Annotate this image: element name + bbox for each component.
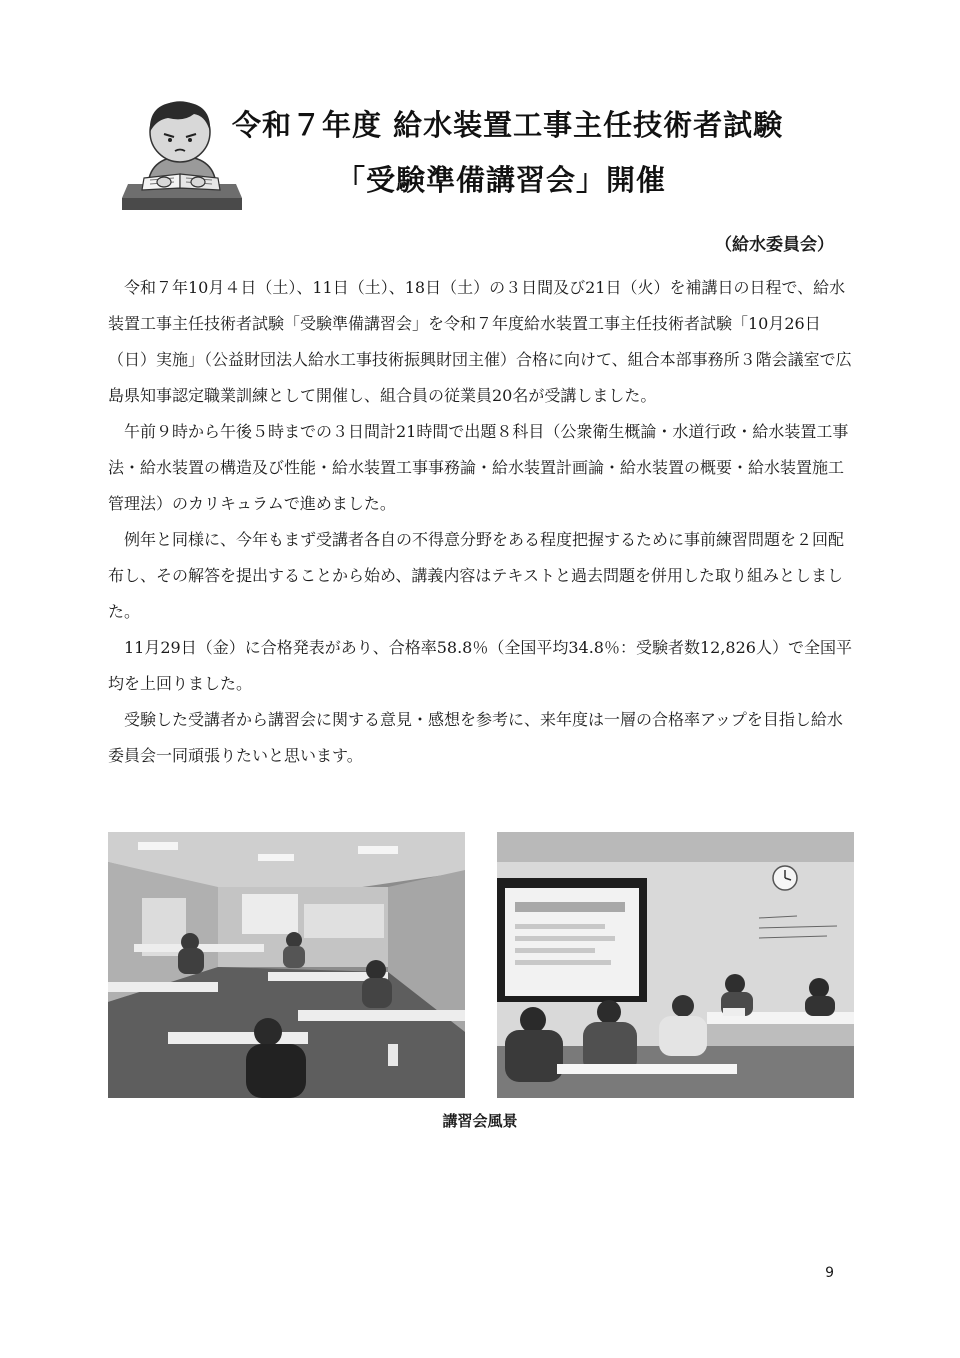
body-paragraph: 受験した受講者から講習会に関する意見・感想を参考に、来年度は一層の合格率アップを目指し給水委員会一同頑張りたいと思います。 xyxy=(108,710,843,765)
photo-caption: 講習会風景 xyxy=(442,1112,518,1130)
article-body xyxy=(108,270,856,774)
article-author: （給水委員会） xyxy=(715,235,834,255)
lecture-photo-icon xyxy=(497,832,854,1098)
body-paragraph: 午前９時から午後５時までの３日間計21時間で出題８科目（公衆衛生概論・水道行政・給水装置工事法・給水装置の構造及び性能・給水装置工事事務論・給水装置計画論・給水装置の概要・給水装置施工管理法）のカリキュラムで進めました。 xyxy=(108,422,849,513)
article-title-line1: 令和７年度 給水装置工事主任技術者試験 xyxy=(232,108,784,142)
classroom-photo-icon xyxy=(108,832,465,1098)
article-header xyxy=(0,0,960,255)
student-studying-at-desk-icon xyxy=(118,98,246,214)
photo-gallery xyxy=(108,832,854,1098)
body-paragraph: 11月29日（金）に合格発表があり、合格率58.8％（全国平均34.8％：受験者数12,826人）で全国平均を上回りました。 xyxy=(108,638,852,693)
body-paragraph: 令和７年10月４日（土）、11日（土）、18日（土）の３日間及び21日（火）を補講日の日程で、給水装置工事主任技術者試験「受験準備講習会」を令和７年度給水装置工事主任技術者試験「10月26日（日）実施」（公益財団法人給水工事技術振興財団主催）合格に向けて、組合本部事務所３階会議室で広島県知事認定職業訓練として開催し、組合員の従業員20名が受講しました。 xyxy=(108,278,852,405)
body-paragraph: 例年と同様に、今年もまず受講者各自の不得意分野をある程度把握するために事前練習問題を２回配布し、その解答を提出することから始め、講義内容はテキストと過去問題を併用した取り組みとしました。 xyxy=(108,530,845,621)
article-title-line2: 「受験準備講習会」開催 xyxy=(336,163,667,197)
page-number: 9 xyxy=(825,1265,834,1281)
